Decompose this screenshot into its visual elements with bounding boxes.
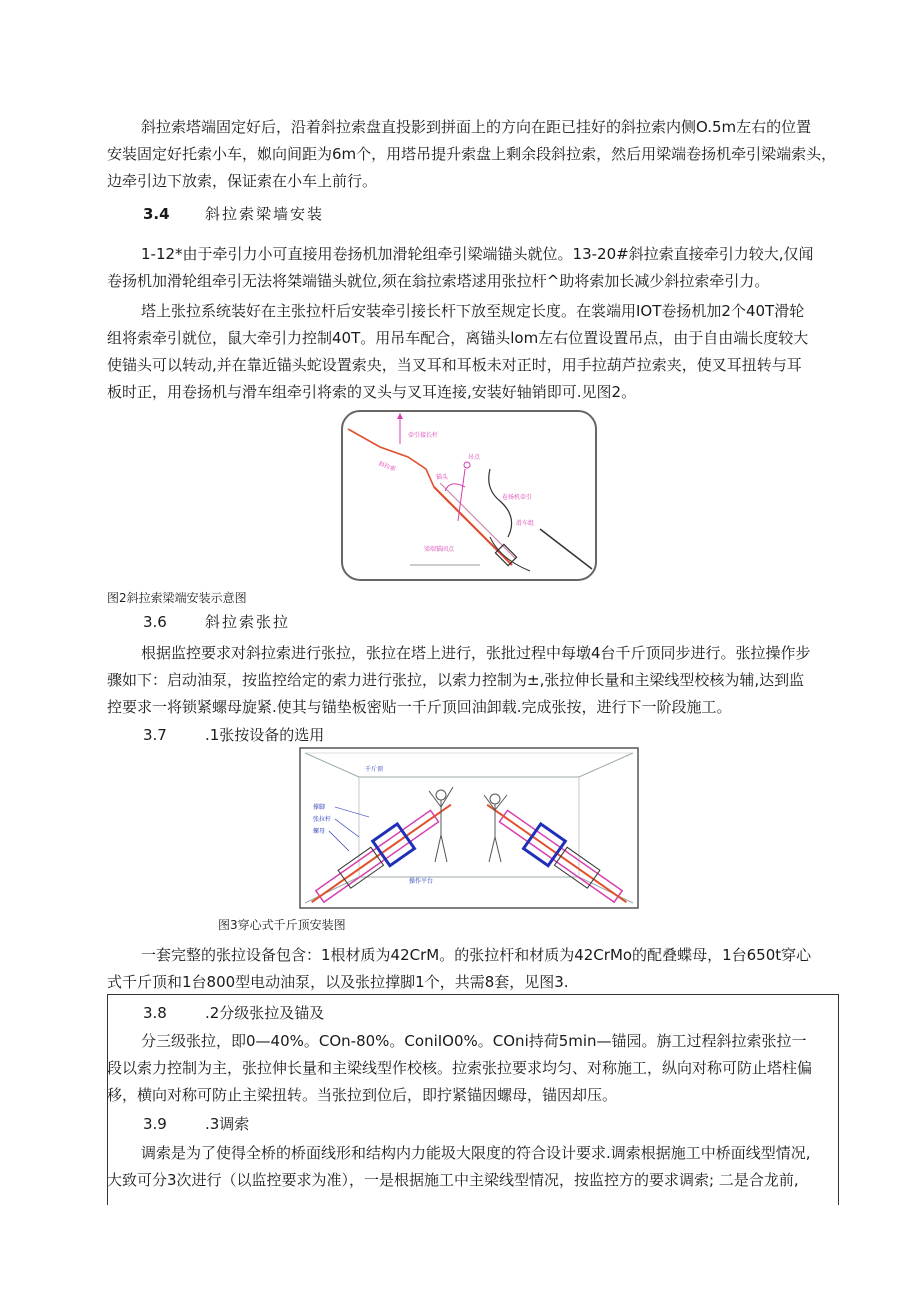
section-number: 3.6	[143, 613, 167, 631]
figure-3-label: 撑脚	[313, 804, 326, 811]
section-number: 3.9	[143, 1115, 167, 1133]
section-heading-3-6	[143, 611, 290, 633]
figure-3-label: 螺母	[313, 828, 326, 835]
paragraph-cable-tower-end	[107, 114, 837, 195]
section-title: .2分级张拉及锚及	[205, 1004, 325, 1022]
paragraph-staged-tension	[107, 1028, 837, 1109]
text-line: 一套完整的张拉设备包含：1根材质为42CrM。的张拉杆和材质为42CrMo的配叠蝶母，1台650t穿心	[141, 946, 812, 964]
section-heading-3-4	[143, 203, 324, 225]
figure-2-label: 滑车组	[516, 520, 535, 527]
section-heading-3-7	[143, 724, 324, 746]
text-line: 式千斤顶和1台800型电动油泵，以及张拉撑脚1个，共需8套，见图3.	[107, 973, 569, 991]
figure-2-label: 卷扬机牵引	[502, 494, 533, 501]
figure-2-label: 梁端锚固点	[424, 546, 455, 553]
text-line: 使锚头可以转动,并在靠近锚头蛇设置索央，当叉耳和耳板未对正时，用手拉葫芦拉索夹，使叉耳扭转与耳	[107, 356, 802, 374]
figure-3-label: 操作平台	[409, 878, 434, 885]
figure-2-label: 牵引接长杆	[408, 432, 439, 439]
paragraph-cable-adjustment	[107, 1140, 837, 1194]
section-heading-3-8	[143, 1002, 324, 1024]
text-line: 板时正，用卷扬机与滑车组牵引将索的叉头与叉耳连接,安装好轴销即可.见图2。	[107, 383, 637, 401]
figure-2-label: 斜拉索	[377, 460, 397, 474]
paragraph-tension-system	[107, 298, 837, 406]
section-title: .3调索	[205, 1115, 250, 1133]
text-line: 移，横向对称可防止主梁扭转。当张拉到位后，即拧紧锚因螺母，锚因却压。	[107, 1086, 618, 1104]
section-title: .1张按设备的选用	[205, 726, 325, 744]
text-line: 骤如下：启动油泵，按监控给定的索力进行张拉，以索力控制为±,张拉伸长量和主梁线型校核为辅,达到监	[107, 671, 805, 689]
section-title: 斜拉索梁墙安装	[205, 205, 325, 223]
text-line: 塔上张拉系统装好在主张拉杆后安装牵引接长杆下放至规定长度。在裳端用IOT卷扬机加2个40T滑轮	[141, 302, 805, 320]
figure-2-label: 吊点	[468, 454, 481, 461]
section-title: 斜拉索张拉	[205, 613, 291, 631]
section-number: 3.8	[143, 1004, 167, 1022]
figure-2-caption: 图2斜拉索梁端安装示意图	[107, 591, 247, 605]
figure-2-label: 锚头	[436, 474, 449, 481]
text-line: 段以索力控制为主，张拉伸长量和主梁线型作校核。拉索张拉要求均匀、对称施工，纵向对称可防止塔柱偏	[107, 1059, 813, 1077]
figure-3-jack-installation	[299, 747, 639, 909]
figure-3-diagram	[299, 747, 639, 909]
text-line: 大致可分3次进行（以监控要求为准），一是根据施工中主梁线型情况，按监控方的要求调索; 二是合龙前,	[107, 1171, 799, 1189]
text-line: 边牵引边下放索，保证索在小车上前行。	[107, 172, 378, 190]
text-line: 安装固定好托索小车，娰向间距为6m个，用塔吊提升索盘上剩余段斜拉索，然后用梁端卷扬机牵引梁端索头，	[107, 145, 837, 163]
paragraph-equipment	[107, 942, 837, 996]
text-line: 1-12*由于牵引力小可直接用卷扬机加滑轮组牵引梁端锚头就位。13-20#斜拉索直接牵引力较大,仅闻	[141, 245, 814, 263]
figure-3-caption: 图3穿心式千斤顶安装图	[218, 918, 346, 932]
section-heading-3-9	[143, 1113, 249, 1135]
figure-2-diagram	[340, 409, 598, 582]
text-line: 控要求一将锁紧螺母旋紧.使其与锚垫板密贴一千斤顶回油卸载.完成张按，进行下一阶段施工。	[107, 698, 732, 716]
figure-2-girder-end-installation	[340, 409, 598, 582]
section-number: 3.7	[143, 726, 167, 744]
text-line: 组将索牵引就位，鼠大牵引力控制40T。用吊车配合，离锚头lom左右位置设置吊点，由于自由端长度较大	[107, 329, 809, 347]
text-line: 斜拉索塔端固定好后，沿着斜拉索盘直投影到拼面上的方向在距已挂好的斜拉索内侧O.5m左右的位置	[141, 118, 812, 136]
figure-3-label: 张拉杆	[313, 816, 332, 823]
text-line: 根据监控要求对斜拉索进行张拉，张拉在塔上进行，张批过程中每墩4台千斤顶同步进行。张拉操作步	[141, 644, 811, 662]
text-line: 卷扬机加滑轮组牵引无法将桀端锚头就位,须在翁拉索塔逑用张拉杆^助将索加长减少斜拉索牵引力。	[107, 272, 770, 290]
text-line: 调索是为了使得全桥的桥面线形和结构内力能圾大限度的符合设计要求.调索根据施工中桥面线型情况,	[141, 1144, 811, 1162]
section-number: 3.4	[143, 205, 170, 223]
paragraph-traction	[107, 241, 837, 295]
text-line: 分三级张拉，即0—40%。COn-80%。ConiIO0%。COni持荷5min—锚园。旃工过程斜拉索张拉一	[141, 1032, 807, 1050]
figure-3-label: 千斤顶	[365, 766, 384, 773]
paragraph-tensioning	[107, 640, 837, 721]
